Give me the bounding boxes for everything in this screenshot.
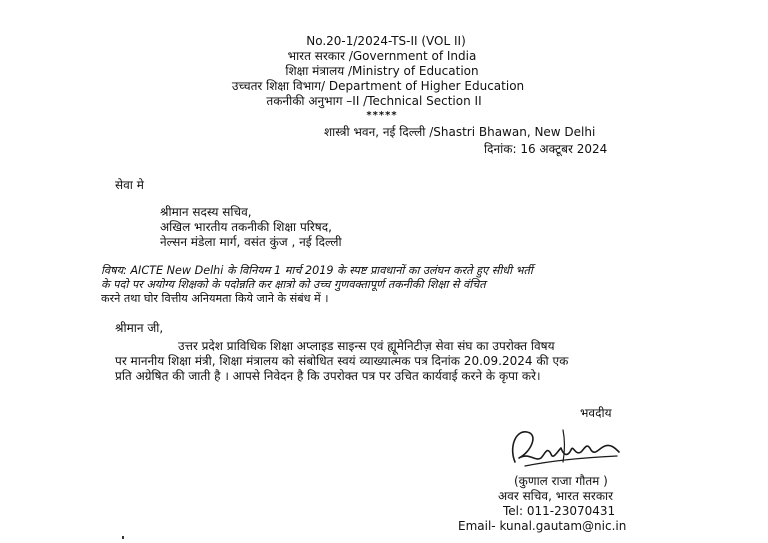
file-number: No.20-1/2024-TS-II (VOL II) <box>306 34 466 48</box>
subject-line-1: विषय: AICTE New Delhi के विनियम 1 मार्च 2019 के स्पष्ट प्रावधानों का उलंघन करते हुए सीधी भर्ती <box>101 264 533 277</box>
section-title: तकनीकी अनुभाग –II /Technical Section II <box>266 94 482 108</box>
body-paragraph-line-3: प्रति अग्रेषित की जाती है । आपसे निवेदन है कि उपरोक्त पत्र पर उचित कार्यवाई करने के कृपा करे। <box>115 369 541 383</box>
recipient-line-3: नेल्सन मंडेला मार्ग, वसंत कुंज , नई दिल्ली <box>160 235 342 249</box>
department-title: उच्चतर शिक्षा विभाग/ Department of Higher Education <box>231 79 525 93</box>
handwritten-signature <box>505 418 625 476</box>
separator-stars: ***** <box>366 110 398 121</box>
recipient-line-1: श्रीमान सदस्य सचिव, <box>160 205 252 219</box>
subject-line-3: करने तथा घोर वित्तीय अनियमता किये जाने के संबंध में । <box>101 292 329 305</box>
signatory-telephone: Tel: 011-23070431 <box>503 504 616 518</box>
page-mark <box>122 536 124 539</box>
to-label: सेवा मे <box>115 178 144 192</box>
body-paragraph-line-1: उत्तर प्रदेश प्राविधिक शिक्षा अप्लाइड साइन्स एवं ह्यूमेनिटीज़ सेवा संघ का उपरोक्त विषय <box>178 339 555 353</box>
closing: भवदीय <box>580 406 612 420</box>
signatory-name: (कुणाल राजा गौतम ) <box>514 474 608 488</box>
recipient-line-2: अखिल भारतीय तकनीकी शिक्षा परिषद, <box>160 220 332 234</box>
subject-line-2: के पदो पर अयोग्य शिक्षको के पदोन्नति कर क्षात्रो को उच्च गुणवक्तापूर्ण तकनीकी शिक्षा से वंचित <box>101 278 486 291</box>
office-address: शास्त्री भवन, नई दिल्ली /Shastri Bhawan, New Delhi <box>324 125 596 139</box>
salutation: श्रीमान जी, <box>115 321 164 335</box>
ministry-title: शिक्षा मंत्रालय /Ministry of Education <box>285 64 479 78</box>
signatory-email: Email- kunal.gautam@nic.in <box>458 519 627 533</box>
signatory-designation: अवर सचिव, भारत सरकार <box>498 489 614 503</box>
government-title: भारत सरकार /Government of India <box>287 49 477 63</box>
letter-date: दिनांक: 16 अक्टूबर 2024 <box>484 142 608 156</box>
body-paragraph-line-2: पर माननीय शिक्षा मंत्री, शिक्षा मंत्रालय को संबोधित स्वयं व्याख्यात्मक पत्र दिनांक 20.09.2024 की एक <box>115 354 569 368</box>
